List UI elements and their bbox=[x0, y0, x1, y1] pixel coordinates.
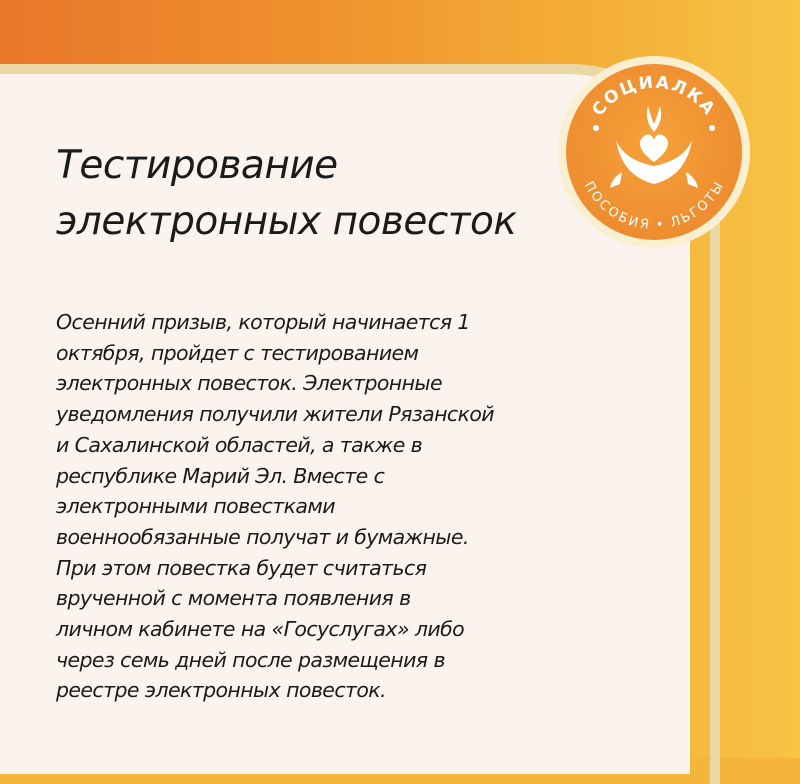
title-line-2: электронных повесток bbox=[56, 199, 517, 244]
body-line: октября, пройдет с тестированием bbox=[56, 340, 419, 365]
badge-dot bbox=[593, 125, 599, 131]
body-line: личном кабинете на «Госуслугах» либо bbox=[56, 617, 465, 642]
page-title bbox=[56, 138, 516, 250]
body-line: реестре электронных повесток. bbox=[56, 678, 386, 703]
body-line: Осенний призыв, который начинается 1 bbox=[56, 310, 470, 334]
body-line: электронными повестками bbox=[56, 494, 335, 519]
socialka-badge bbox=[556, 54, 752, 250]
body-line: военнообязанные получат и бумажные. bbox=[56, 524, 469, 549]
body-line: уведомления получили жители Рязанской bbox=[56, 402, 495, 427]
badge-dot bbox=[709, 125, 715, 131]
body-line: через семь дней после размещения в bbox=[56, 647, 445, 672]
body-line: электронных повесток. Электронные bbox=[56, 371, 443, 396]
article-body bbox=[56, 307, 616, 706]
badge-top-text: СОЦИАЛКА bbox=[588, 72, 720, 121]
body-line: врученной с момента появления в bbox=[56, 586, 411, 611]
body-line: При этом повестка будет считаться bbox=[56, 555, 427, 580]
body-line: и Сахалинской областей, а также в bbox=[56, 432, 423, 457]
badge-bottom-text: ПОСОБИЯ • ЛЬГОТЫ bbox=[580, 179, 728, 233]
title-line-1: Тестирование bbox=[56, 143, 338, 188]
body-line: республике Марий Эл. Вместе с bbox=[56, 463, 385, 488]
